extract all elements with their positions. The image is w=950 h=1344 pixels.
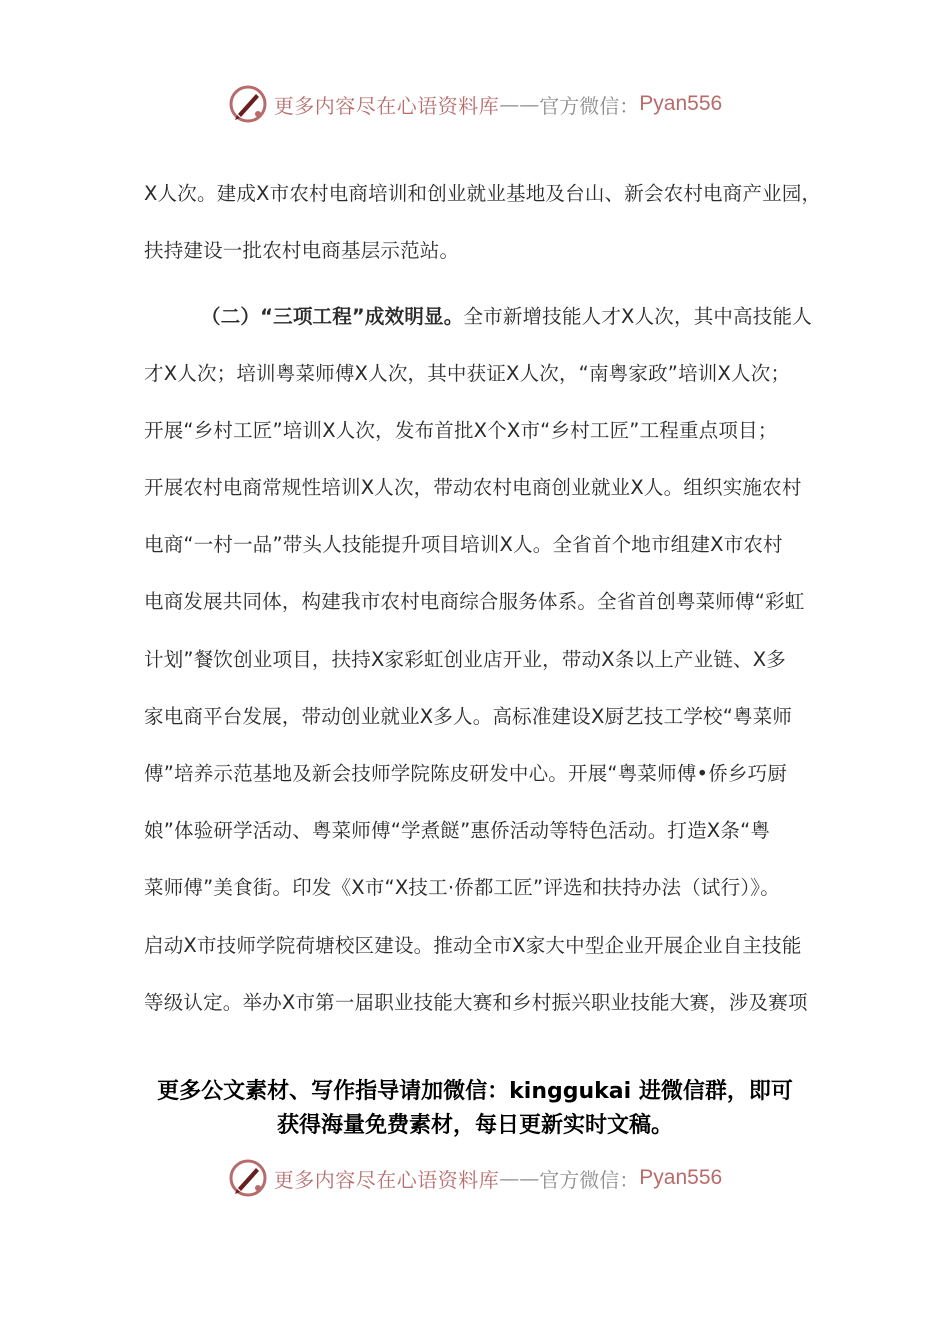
banner-separator: —— — [499, 1166, 540, 1190]
body-line: 计划”餐饮创业项目，扶持X家彩虹创业店开业，带动X条以上产业链、X多 — [144, 648, 786, 671]
promo-line-2: 获得海量免费素材，每日更新实时文稿。 — [276, 1113, 673, 1138]
wechat-label: 官方微信： — [539, 1167, 640, 1192]
body-line: 家电商平台发展，带动创业就业X多人。高标准建设X厨艺技工学校“粤菜师 — [144, 705, 793, 728]
promo-line-1: 更多公文素材、写作指导请加微信：kinggukai 进微信群，即可 — [157, 1079, 793, 1104]
quill-pen-logo-icon — [228, 1158, 268, 1198]
body-line: 娘”体验研学活动、粤菜师傅“学煮餸”惠侨活动等特色活动。打造X条“粤 — [144, 819, 771, 842]
wechat-id: Pyan556 — [639, 1166, 723, 1189]
body-line: 启动X市技师学院荷塘校区建设。推动全市X家大中型企业开展企业自主技能 — [144, 934, 802, 957]
body-line: 扶持建设一批农村电商基层示范站。 — [144, 239, 460, 262]
wechat-label: 官方微信： — [539, 93, 640, 118]
brand-text: 更多内容尽在心语资料库 — [273, 1167, 500, 1192]
body-line: 电商“一村一品”带头人技能提升项目培训X人。全省首个地市组建X市农村 — [144, 533, 783, 556]
footer-banner — [0, 1156, 950, 1200]
body-line-text: 全市新增技能人才X人次，其中高技能人 — [463, 305, 812, 328]
body-line: 傅”培养示范基地及新会技师学院陈皮研发中心。开展“粤菜师傅•侨乡巧厨 — [144, 762, 788, 785]
paragraph-line — [201, 302, 812, 332]
banner-separator: —— — [499, 92, 540, 116]
wechat-id: Pyan556 — [639, 92, 723, 115]
brand-text: 更多内容尽在心语资料库 — [273, 93, 500, 118]
quill-pen-logo-icon — [228, 84, 268, 124]
header-banner — [0, 82, 950, 126]
body-line: 开展农村电商常规性培训X人次，带动农村电商创业就业X人。组织实施农村 — [144, 476, 802, 499]
body-line: 菜师傅”美食街。印发《X市“X技工·侨都工匠”评选和扶持办法（试行）》。 — [144, 876, 780, 899]
body-line: 开展“乡村工匠”培训X人次，发布首批X个X市“乡村工匠”工程重点项目； — [144, 419, 778, 442]
body-line: 才X人次；培训粤菜师傅X人次，其中获证X人次，“南粤家政”培训X人次； — [144, 362, 791, 385]
body-line: X人次。建成X市农村电商培训和创业就业基地及台山、新会农村电商产业园， — [144, 182, 822, 205]
body-line: 电商发展共同体，构建我市农村电商综合服务体系。全省首创粤菜师傅“彩虹 — [144, 590, 805, 613]
section-heading: （二）“三项工程”成效明显。 — [201, 305, 464, 328]
body-line: 等级认定。举办X市第一届职业技能大赛和乡村振兴职业技能大赛，涉及赛项 — [144, 991, 808, 1014]
